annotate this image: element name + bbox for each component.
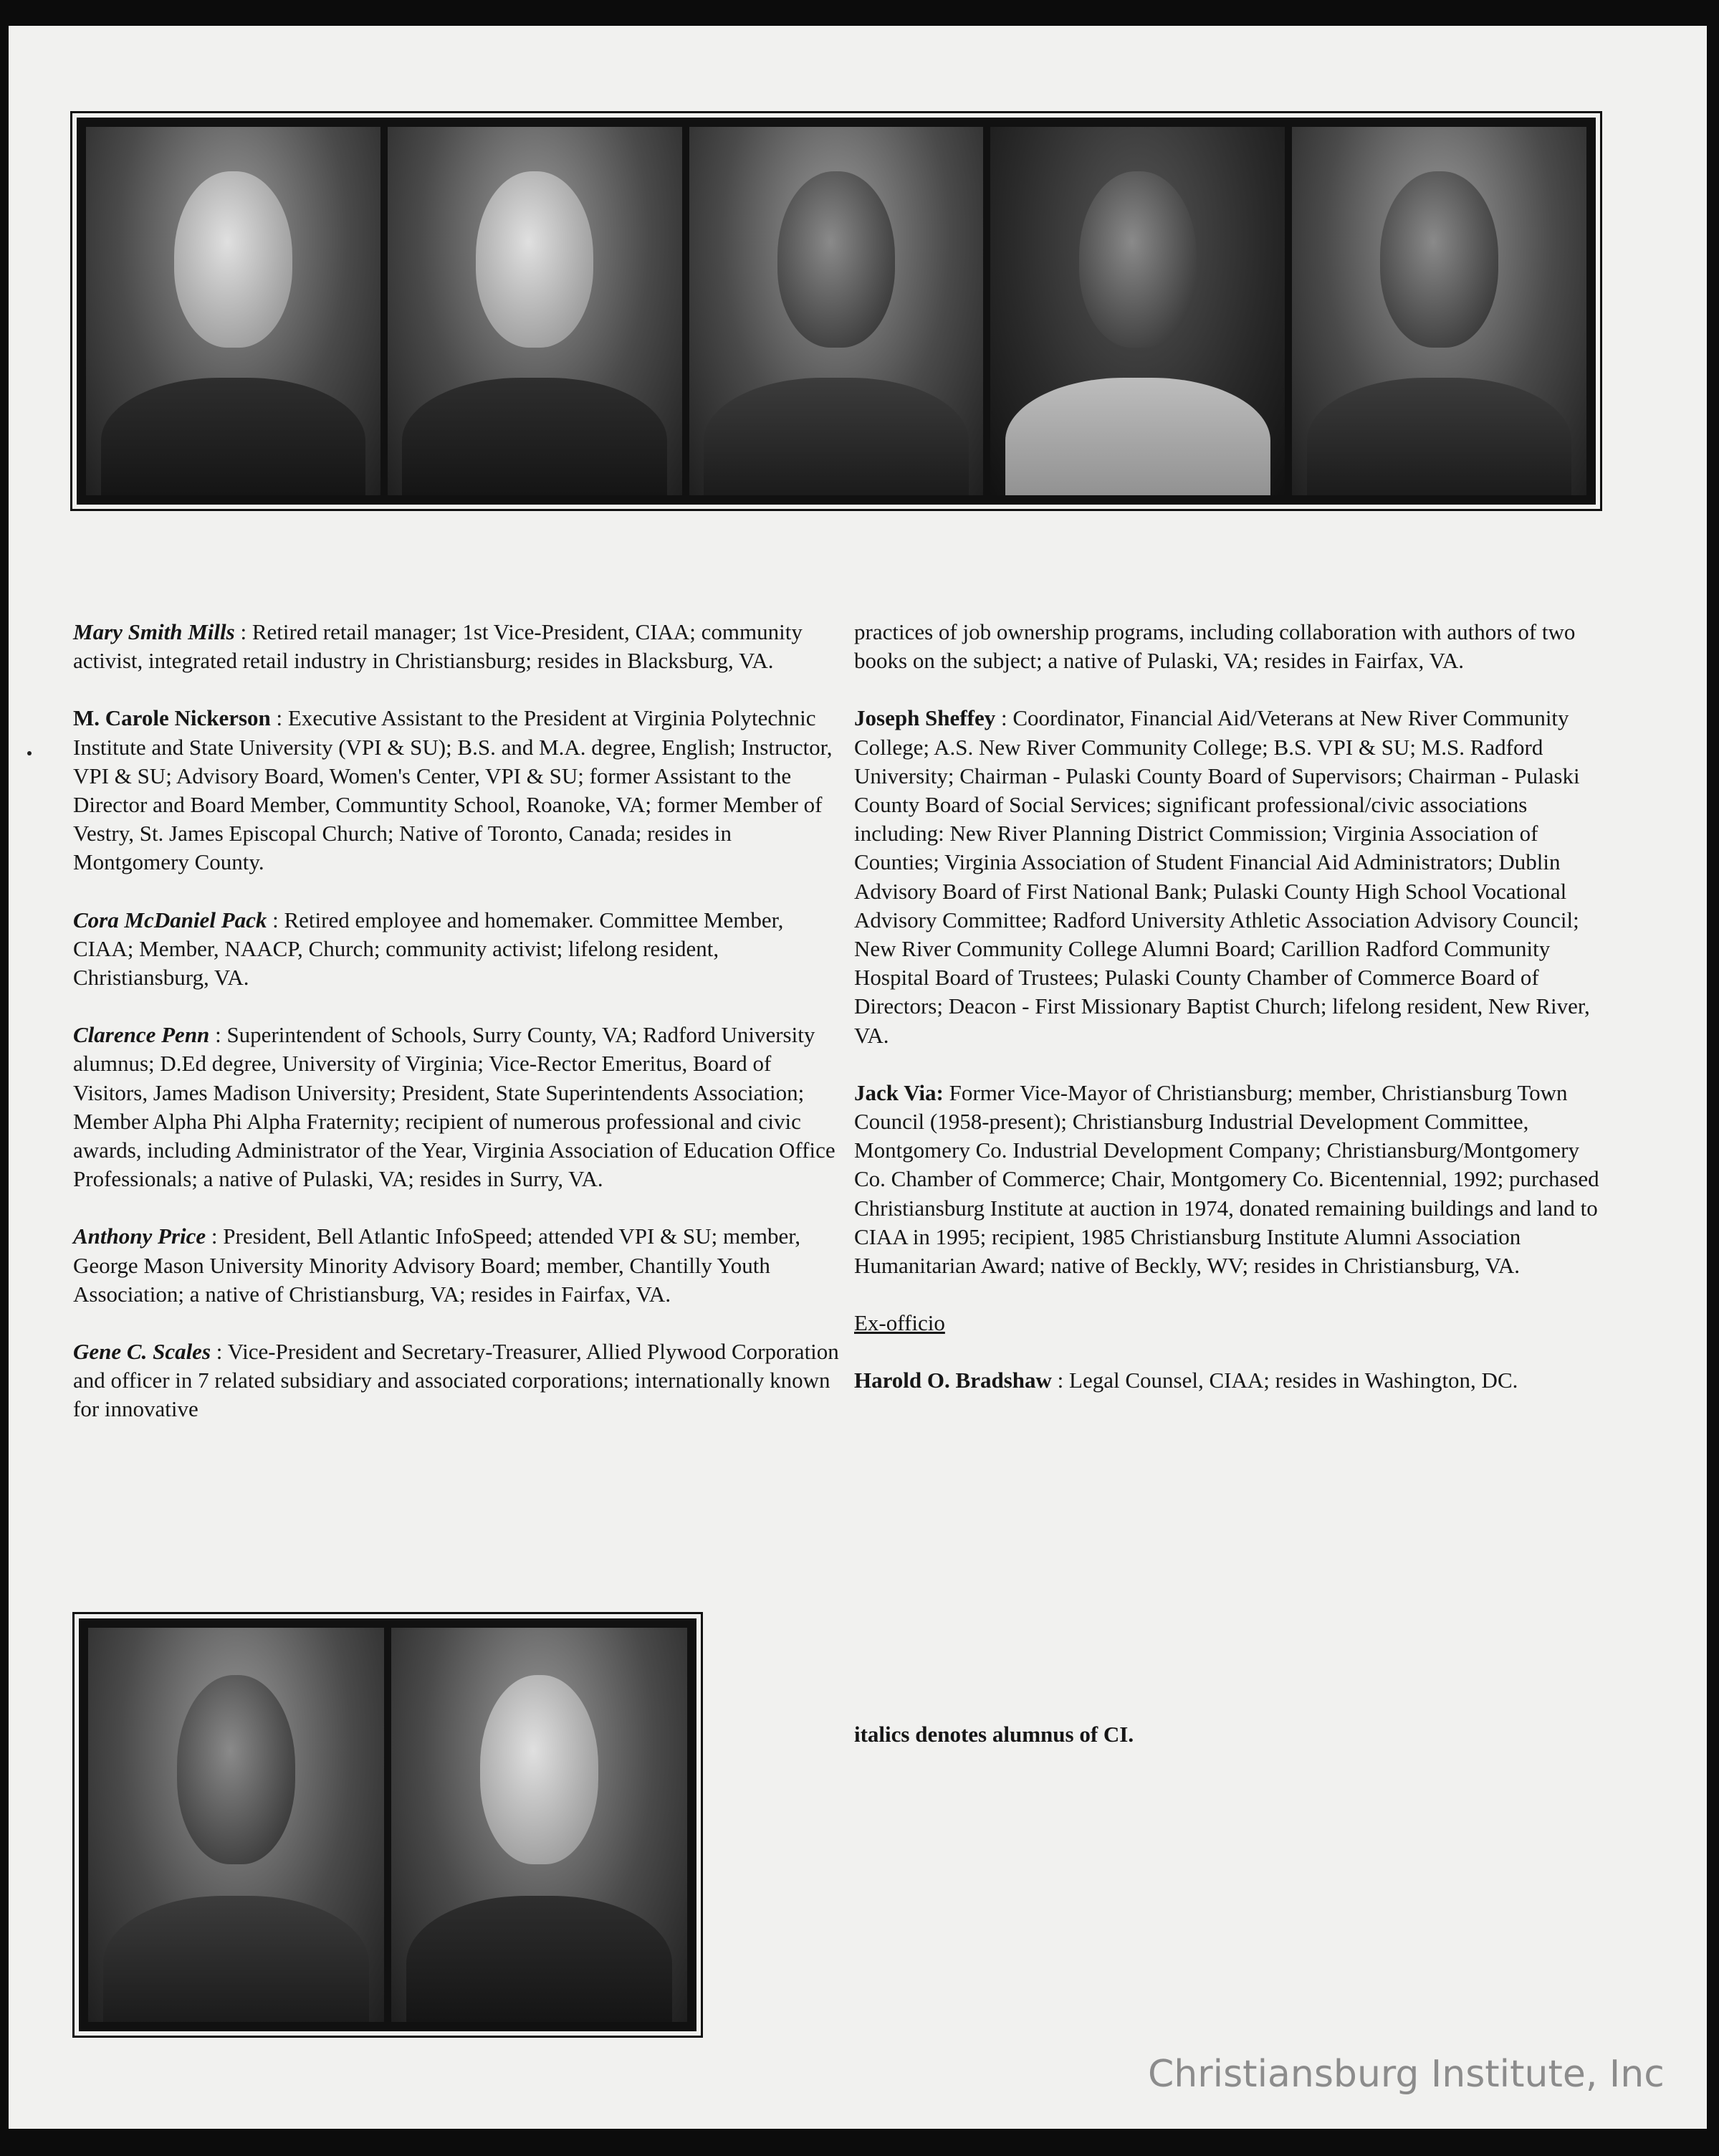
bio-name: Mary Smith Mills xyxy=(73,619,235,644)
bio-text: Retired employee and homemaker. Committee Member, CIAA; Member, NAACP, Church; community activist; lifelong resident, Christiansburg, VA. xyxy=(73,907,784,991)
bio-entry: Anthony Price : President, Bell Atlantic InfoSpeed; attended VPI & SU; member, George Mason University Minority Advisory Board; member, Chantilly Youth Association; a native of Christiansburg, VA; resides in Fairfax, VA. xyxy=(73,1224,801,1307)
bio-entry xyxy=(854,1079,1614,1280)
watermark: Christiansburg Institute, Inc xyxy=(1148,2053,1665,2096)
bio-name: Cora McDaniel Pack xyxy=(73,907,267,932)
bio-name: Jack Via: xyxy=(854,1079,944,1105)
portrait-photo xyxy=(1292,127,1586,495)
right-column xyxy=(854,618,1614,1424)
bio-entry: Joseph Sheffey : Coordinator, Financial Aid/Veterans at New River Community College; A.S. New River Community College; B.S. VPI & SU; M.S. Radford University; Chairman - Pulaski County Board of Supervisors; Chairman - Pulaski County Board of Social Services; significant professional/civic associations including: New River Planning District Commission; Virginia Association of Counties; Virginia Association of Student Financial Aid Administrators; Dublin Advisory Board of First National Bank; Pulaski County High School Vocational Advisory Committee; Radford University Athletic Association Advisory Council; New River Community College Alumni Board; Carillion Radford Community Hospital Board of Trustees; Pulaski County Chamber of Commerce Board of Directors; Deacon - First Missionary Baptist Church; lifelong resident, New River, VA. xyxy=(854,705,1590,1048)
bio-entry: Mary Smith Mills : Retired retail manager; 1st Vice-President, CIAA; community activist, integrated retail industry in Christiansburg; resides in Blacksburg, VA. xyxy=(73,619,803,674)
bio-text: Superintendent of Schools, Surry County, VA; Radford University alumnus; D.Ed degree, University of Virginia; Vice-Rector Emeritus, Board of Visitors, James Madison University; President, State Superintendents Association; Member Alpha Phi Alpha Fraternity; recipient of numerous professional and civic awards, including Administrator of the Year, Virginia Association of Education Office Professionals; a native of Pulaski, VA; resides in Surry, VA. xyxy=(73,1022,835,1192)
bio-name: Joseph Sheffey xyxy=(854,705,996,731)
footnote: italics denotes alumnus of CI. xyxy=(854,1722,1134,1747)
portrait-photo xyxy=(689,127,984,495)
bio-name: Anthony Price xyxy=(73,1224,206,1249)
bio-text: President, Bell Atlantic InfoSpeed; attended VPI & SU; member, George Mason University Minority Advisory Board; member, Chantilly Youth Association; a native of Christiansburg, VA; resides in Fairfax, VA. xyxy=(73,1224,801,1307)
left-column xyxy=(73,618,840,1453)
bio-text: Vice-President and Secretary-Treasurer, Allied Plywood Corporation and officer in 7 related subsidiary and associated corporations; internationally known for innovative xyxy=(73,1339,839,1422)
bio-continuation: practices of job ownership programs, including collaboration with authors of two books on the subject; a native of Pulaski, VA; resides in Fairfax, VA. xyxy=(854,619,1576,674)
stray-mark xyxy=(27,751,32,755)
bio-name: Harold O. Bradshaw xyxy=(854,1368,1052,1393)
bio-name: M. Carole Nickerson xyxy=(73,705,271,731)
portrait-photo xyxy=(86,127,380,495)
portrait-photo xyxy=(388,127,682,495)
portrait-photo xyxy=(391,1628,687,2022)
ex-officio-heading: Ex-officio xyxy=(854,1310,945,1336)
top-portrait-strip xyxy=(77,118,1596,505)
bio-entry: Harold O. Bradshaw : Legal Counsel, CIAA; resides in Washington, DC. xyxy=(854,1368,1518,1393)
bio-entry: M. Carole Nickerson : Executive Assistant to the President at Virginia Polytechnic Institute and State University (VPI & SU); B.S. and M.A. degree, English; Instructor, VPI & SU; Advisory Board, Women's Center, VPI & SU; former Assistant to the Director and Board Member, Communtity School, Roanoke, VA; former Member of Vestry, St. James Episcopal Church; Native of Toronto, Canada; resides in Montgomery County. xyxy=(73,705,833,875)
bio-entry: Cora McDaniel Pack : Retired employee and homemaker. Committee Member, CIAA; Member, NAACP, Church; community activist; lifelong resident, Christiansburg, VA. xyxy=(73,907,784,991)
bottom-portrait-strip xyxy=(79,1618,696,2031)
bio-name: Gene C. Scales xyxy=(73,1339,211,1365)
bio-text: Legal Counsel, CIAA; resides in Washington, DC. xyxy=(1069,1368,1518,1393)
bio-entry: Clarence Penn : Superintendent of Schools, Surry County, VA; Radford University alumnus; D.Ed degree, University of Virginia; Vice-Rector Emeritus, Board of Visitors, James Madison University; President, State Superintendents Association; Member Alpha Phi Alpha Fraternity; recipient of numerous professional and civic awards, including Administrator of the Year, Virginia Association of Education Office Professionals; a native of Pulaski, VA; resides in Surry, VA. xyxy=(73,1022,835,1192)
bio-text: Former Vice-Mayor of Christiansburg; member, Christiansburg Town Council (1958-present); Christiansburg Industrial Development Committee, Montgomery Co. Industrial Development Company; Christiansburg/Montgomery Co. Chamber of Commerce; Chair, Montgomery Co. Bicentennial, 1992; purchased Christiansburg Institute at auction in 1974, donated remaining buildings and land to CIAA in 1995; recipient, 1985 Christiansburg Institute Alumni Association Humanitarian Award; native of Beckly, WV; resides in Christiansburg, VA. xyxy=(854,1079,1599,1279)
bio-entry: Gene C. Scales : Vice-President and Secretary-Treasurer, Allied Plywood Corporation and officer in 7 related subsidiary and associated corporations; internationally known for innovative xyxy=(73,1339,839,1422)
bio-name: Clarence Penn xyxy=(73,1022,210,1048)
bio-text: Executive Assistant to the President at Virginia Polytechnic Institute and State University (VPI & SU); B.S. and M.A. degree, English; Instructor, VPI & SU; Advisory Board, Women's Center, VPI & SU; former Assistant to the Director and Board Member, Communtity School, Roanoke, VA; former Member of Vestry, St. James Episcopal Church; Native of Toronto, Canada; resides in Montgomery County. xyxy=(73,705,833,875)
bio-text: Coordinator, Financial Aid/Veterans at New River Community College; A.S. New River Community College; B.S. VPI & SU; M.S. Radford University; Chairman - Pulaski County Board of Supervisors; Chairman - Pulaski County Board of Social Services; significant professional/civic associations including: New River Planning District Commission; Virginia Association of Counties; Virginia Association of Student Financial Aid Administrators; Dublin Advisory Board of First National Bank; Pulaski County High School Vocational Advisory Committee; Radford University Athletic Association Advisory Council; New River Community College Alumni Board; Carillion Radford Community Hospital Board of Trustees; Pulaski County Chamber of Commerce Board of Directors; Deacon - First Missionary Baptist Church; lifelong resident, New River, VA. xyxy=(854,705,1590,1048)
portrait-photo xyxy=(990,127,1285,495)
bio-text: Retired retail manager; 1st Vice-President, CIAA; community activist, integrated retail industry in Christiansburg; resides in Blacksburg, VA. xyxy=(73,619,803,674)
portrait-photo xyxy=(88,1628,384,2022)
page xyxy=(9,26,1707,2129)
